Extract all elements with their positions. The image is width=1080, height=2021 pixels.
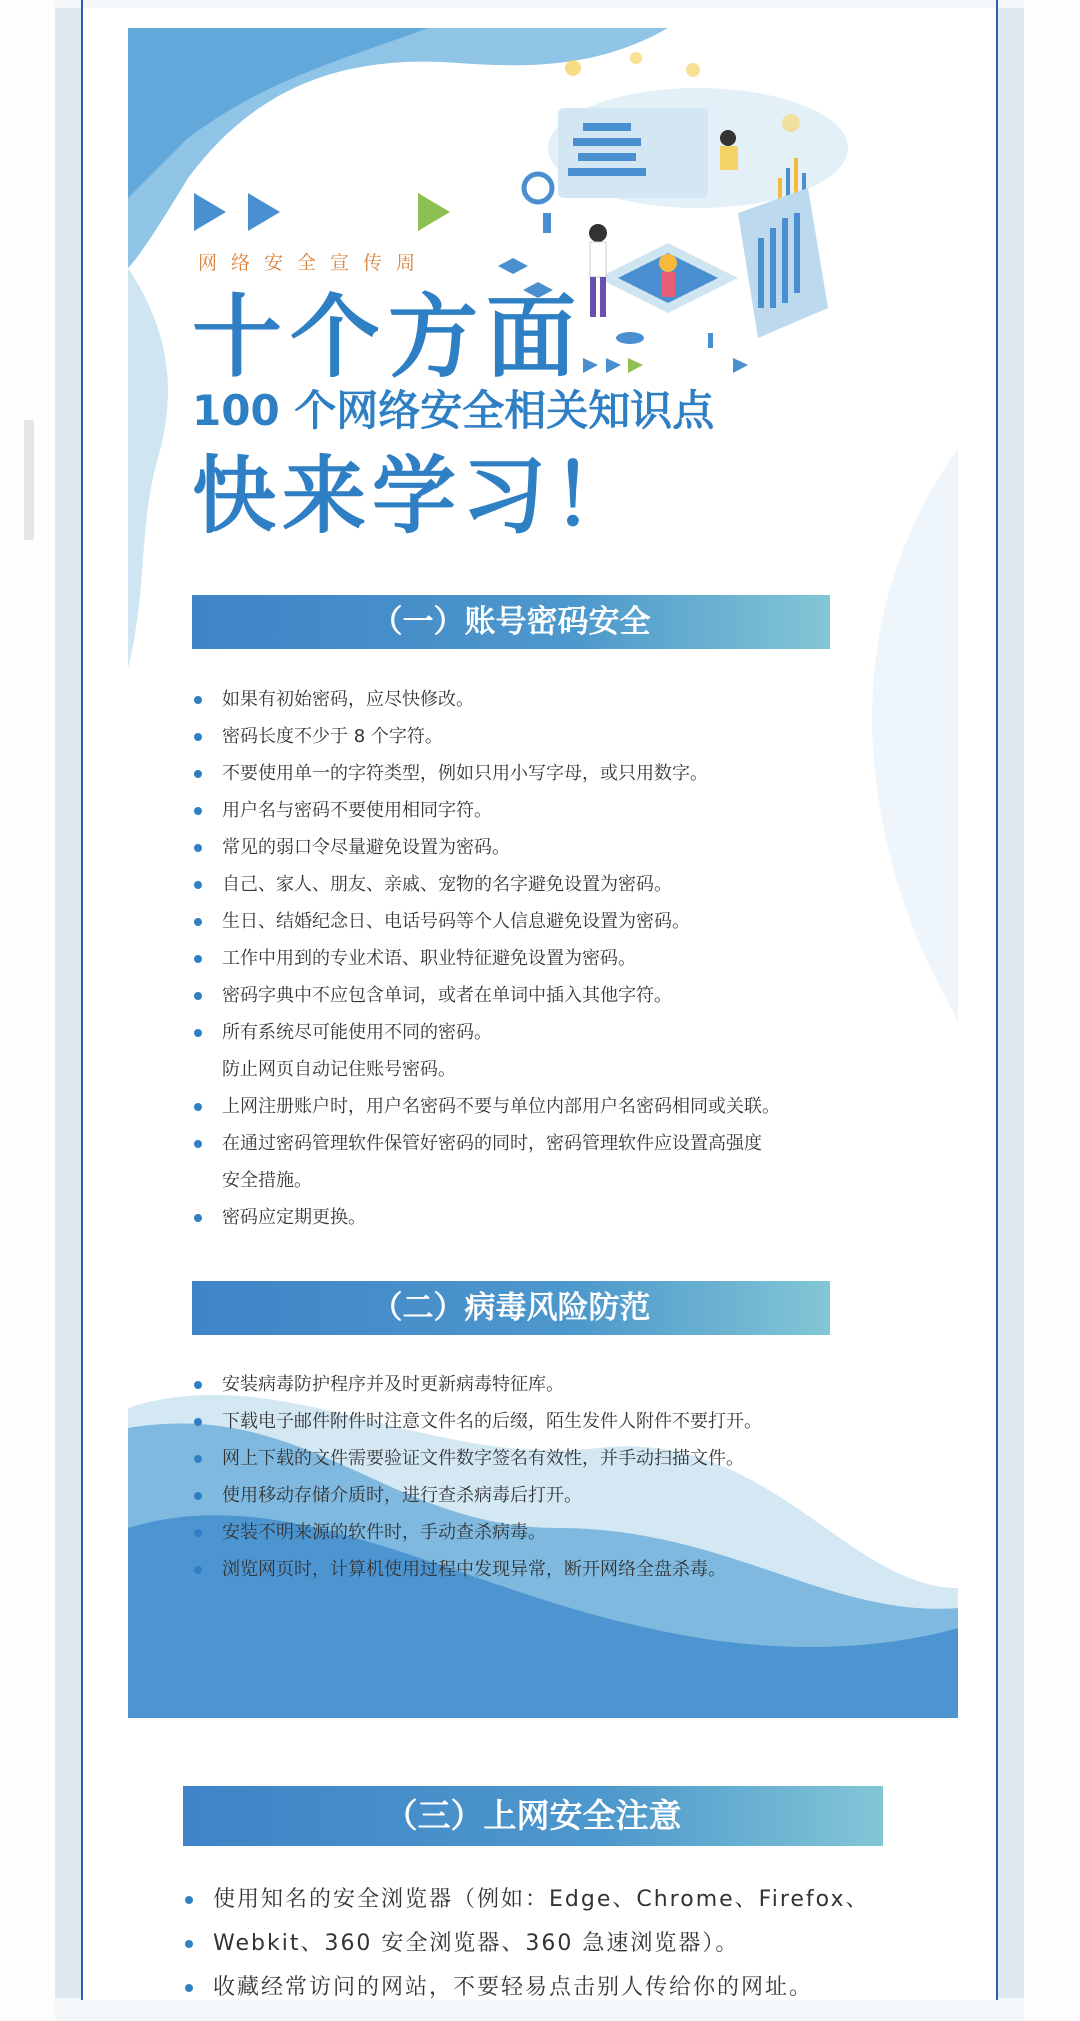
section-list-virus-prevention [192, 1366, 762, 1588]
list-item: 密码长度不少于 8 个字符。 [192, 718, 780, 755]
outer-margin-left [0, 0, 55, 2021]
bullet-dot-icon [185, 1984, 193, 1992]
tagline: 网络安全宣传周 [198, 252, 430, 274]
section-list-account-password [192, 681, 780, 1236]
bullet-dot-icon [194, 770, 202, 778]
poster-subtitle: 100 个网络安全相关知识点 [192, 386, 715, 435]
list-item: 安装病毒防护程序并及时更新病毒特征库。 [192, 1366, 762, 1403]
bullet-dot-icon [194, 881, 202, 889]
bullet-dot-icon [185, 1896, 193, 1904]
section-heading: （三）上网安全注意 [183, 1786, 883, 1846]
poster-title: 十个方面 [192, 285, 584, 390]
bullet-dot-icon [194, 807, 202, 815]
list-item: 防止网页自动记住账号密码。 [222, 1059, 456, 1080]
section-heading: （一）账号密码安全 [192, 595, 830, 649]
list-item: 密码字典中不应包含单词，或者在单词中插入其他字符。 [192, 977, 780, 1014]
bullet-dot-icon [194, 1492, 202, 1500]
bullet-dot-icon [194, 1418, 202, 1426]
list-item: 密码应定期更换。 [192, 1199, 780, 1236]
list-item: 下载电子邮件附件时注意文件名的后缀，陌生发件人附件不要打开。 [192, 1403, 762, 1440]
bullet-dot-icon [194, 1381, 202, 1389]
list-item: 安装不明来源的软件时，手动查杀病毒。 [192, 1514, 762, 1551]
section-list-internet-safety [183, 1878, 869, 2000]
list-item: 不要使用单一的字符类型，例如只用小写字母，或只用数字。 [192, 755, 780, 792]
bullet-dot-icon [194, 1566, 202, 1574]
bullet-dot-icon [194, 1214, 202, 1222]
bullet-dot-icon [194, 1103, 202, 1111]
frame-border-right [996, 0, 998, 2000]
list-item: 自己、家人、朋友、亲戚、宠物的名字避免设置为密码。 [192, 866, 780, 903]
poster-image [128, 28, 958, 1718]
bullet-dot-icon [194, 1029, 202, 1037]
list-item: 使用知名的安全浏览器（例如：Edge、Chrome、Firefox、 [183, 1878, 869, 1922]
list-item: 常见的弱口令尽量避免设置为密码。 [192, 829, 780, 866]
list-item: 使用移动存储介质时，进行查杀病毒后打开。 [192, 1477, 762, 1514]
list-item: 生日、结婚纪念日、电话号码等个人信息避免设置为密码。 [192, 903, 780, 940]
bullet-dot-icon [194, 918, 202, 926]
poster-cta: 快来学习！ [192, 447, 643, 545]
bullet-dot-icon [194, 955, 202, 963]
list-item: 如果有初始密码，应尽快修改。 [192, 681, 780, 718]
list-item: 上网注册账户时，用户名密码不要与单位内部用户名密码相同或关联。 [192, 1088, 780, 1125]
bullet-dot-icon [194, 1529, 202, 1537]
scrollbar-thumb[interactable] [24, 420, 34, 540]
list-item: 所有系统尽可能使用不同的密码。 [192, 1014, 780, 1051]
list-item: 安全措施。 [222, 1170, 312, 1191]
page-side-strip-left [55, 8, 81, 1998]
list-item: 工作中用到的专业术语、职业特征避免设置为密码。 [192, 940, 780, 977]
page-side-strip-right [998, 8, 1024, 1998]
list-item: Webkit、360 安全浏览器、360 急速浏览器）。 [183, 1922, 869, 1966]
bullet-dot-icon [194, 1140, 202, 1148]
bullet-dot-icon [194, 844, 202, 852]
list-item: 网上下载的文件需要验证文件数字签名有效性，并手动扫描文件。 [192, 1440, 762, 1477]
list-item: 在通过密码管理软件保管好密码的同时，密码管理软件应设置高强度 [192, 1125, 780, 1162]
bullet-dot-icon [194, 1455, 202, 1463]
list-item: 收藏经常访问的网站，不要轻易点击别人传给你的网址。 [183, 1966, 869, 2000]
section-heading: （二）病毒风险防范 [192, 1281, 830, 1335]
bullet-dot-icon [194, 696, 202, 704]
list-item: 用户名与密码不要使用相同字符。 [192, 792, 780, 829]
outer-margin-right [1024, 0, 1080, 2021]
article-content [83, 8, 996, 2000]
bullet-dot-icon [194, 733, 202, 741]
bullet-dot-icon [194, 992, 202, 1000]
bullet-dot-icon [185, 1940, 193, 1948]
list-item: 浏览网页时，计算机使用过程中发现异常，断开网络全盘杀毒。 [192, 1551, 762, 1588]
